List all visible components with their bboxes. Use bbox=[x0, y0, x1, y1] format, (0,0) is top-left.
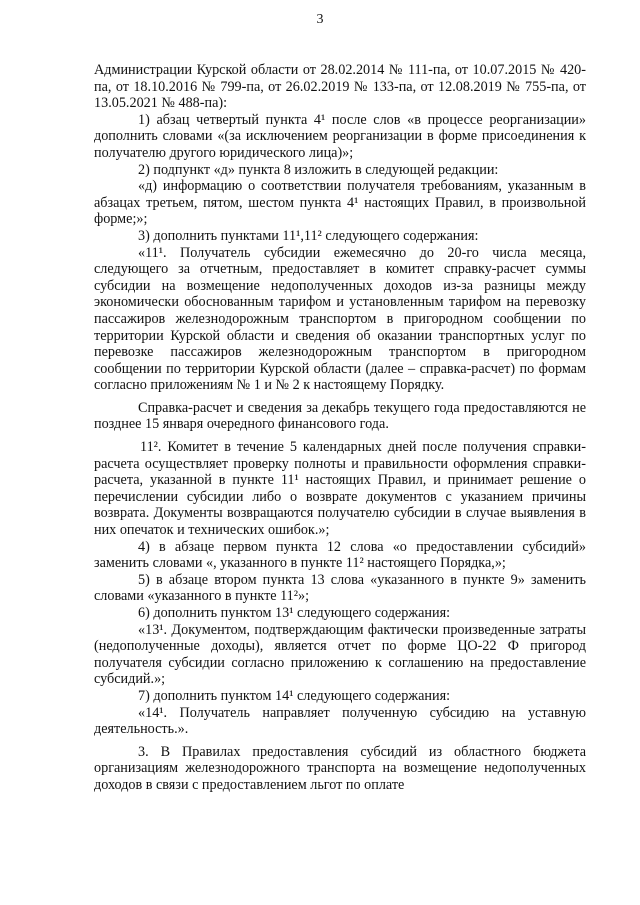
paragraph: Справка-расчет и сведения за декабрь текущего года предоставляются не позднее 15 января очередного финансового года. bbox=[94, 399, 586, 433]
paragraph: «11¹. Получатель субсидии ежемесячно до 20-го числа месяца, следующего за отчетным, предоставляет в комитет справку-расчет суммы субсидии на возмещение недополученных доходов из-за разницы между экономически обоснованным тарифом и установленным тарифом на перевозку пассажиров железнодорожным транспортом в пригородном сообщении по территории Курской области и сведения об оказании транспортных услуг по перевозке пассажиров железнодорожным транспортом в пригородном сообщении по территории Курской области (далее – справка-расчет) по формам согласно приложениям № 1 и № 2 к настоящему Порядку. bbox=[94, 244, 586, 394]
paragraph: «13¹. Документом, подтверждающим фактически произведенные затраты (недополученные доходы), является отчет по форме ЦО-22 Ф пригород получателя субсидии согласно приложению к соглашению на предоставление субсидий.»; bbox=[94, 621, 586, 688]
page-number: 3 bbox=[316, 12, 324, 27]
paragraph: Администрации Курской области от 28.02.2014 № 111-па, от 10.07.2015 № 420-па, от 18.10.2016 № 799-па, от 26.02.2019 № 133-па, от 12.08.2019 № 755-па, от 13.05.2021 № 488-па): bbox=[94, 62, 586, 112]
paragraph: 7) дополнить пунктом 14¹ следующего содержания: bbox=[138, 687, 451, 704]
paragraph: 2) подпункт «д» пункта 8 изложить в следующей редакции: bbox=[138, 161, 499, 178]
paragraph: 6) дополнить пунктом 13¹ следующего содержания: bbox=[138, 605, 451, 621]
paragraph: 3. В Правилах предоставления субсидий из областного бюджета организациям железнодорожного транспорта на возмещение недополученных доходов в связи с предоставлением льгот по оплате bbox=[94, 743, 586, 793]
paragraph: 1) абзац четвертый пункта 4¹ после слов «в процессе реорганизации» дополнить словами «(за исключением реорганизации в форме присоединения к получателю другого юридического лица)»; bbox=[94, 111, 586, 161]
paragraph: 3) дополнить пунктами 11¹,11² следующего содержания: bbox=[138, 227, 479, 244]
paragraph: «14¹. Получатель направляет полученную субсидию на уставную деятельность.». bbox=[94, 704, 586, 738]
paragraph: 4) в абзаце первом пункта 12 слова «о предоставлении субсидий» заменить словами «, указанного в пункте 11² настоящего Порядка,»; bbox=[94, 538, 586, 572]
paragraph: 5) в абзаце втором пункта 13 слова «указанного в пункте 9» заменить словами «указанного в пункте 11²»; bbox=[94, 571, 586, 605]
paragraph: «д) информацию о соответствии получателя требованиям, указанным в абзацах третьем, пятом, шестом пункта 4¹ настоящих Правил, в произвольной форме;»; bbox=[94, 178, 586, 228]
document-body bbox=[94, 62, 586, 794]
paragraph: 11². Комитет в течение 5 календарных дней после получения справки-расчета осуществляет проверку полноты и правильности оформления справки-расчета, указанной в пункте 11¹ настоящих Правил, и принимает решение о перечислении субсидии либо о возврате документов с указанием причины возврата. Документы возвращаются получателю субсидии в случае выявления в них опечаток и технических ошибок.»; bbox=[94, 439, 586, 539]
